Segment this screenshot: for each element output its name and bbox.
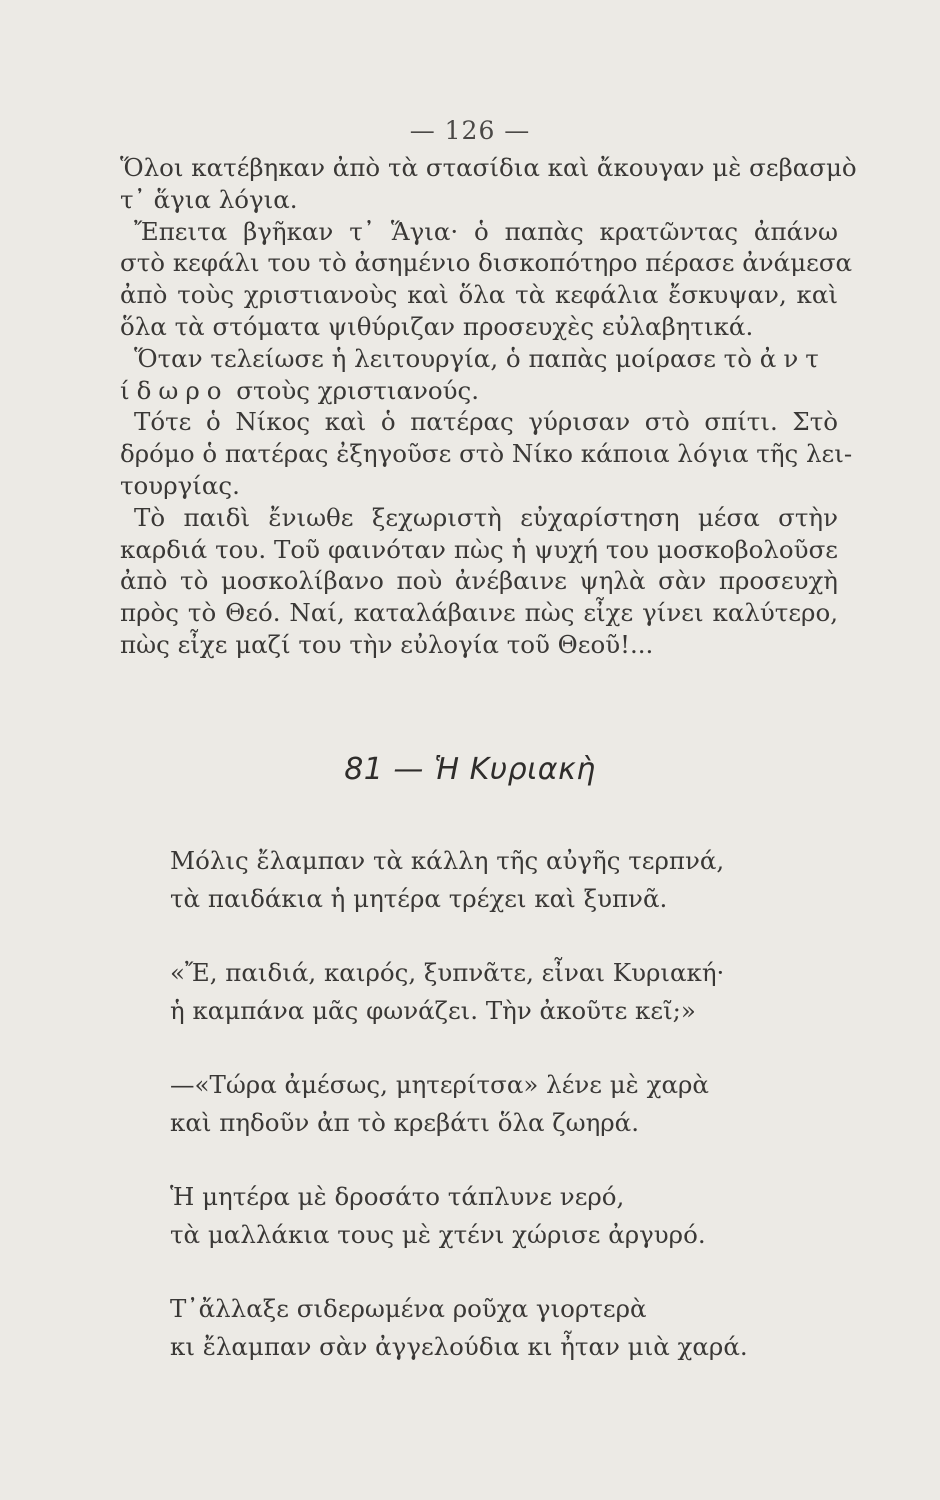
prose-line: Τὸ παιδὶ ἔνιωθε ξεχωριστὴ εὐχαρίστηση μέσα στὴν: [134, 502, 838, 532]
prose-line: πὼς εἶχε μαζί του τὴν εὐλογία τοῦ Θεοῦ!...: [120, 629, 654, 659]
poem-stanza: [170, 1066, 810, 1142]
poem-verse: Ἡ μητέρα μὲ δροσάτο τάπλυνε νερό,: [170, 1182, 625, 1211]
page-number: — 126 —: [409, 116, 531, 145]
prose-line: Ὅλοι κατέβηκαν ἀπὸ τὰ στασίδια καὶ ἄκουγαν μὲ σεβασμὸ: [120, 153, 857, 182]
poem-verse: ἡ καμπάνα μᾶς φωνάζει. Τὴν ἀκοῦτε κεῖ;»: [170, 996, 696, 1025]
prose-line: δρόμο ὁ πατέρας ἐξηγοῦσε στὸ Νίκο κάποια λόγια τῆς λει-: [120, 439, 853, 469]
spaced-word-part: ἀντ: [759, 343, 826, 373]
prose-line: ἀπὸ τὸ μοσκολίβανο ποὺ ἀνέβαινε ψηλὰ σὰν προσευχὴ: [120, 566, 838, 596]
prose-line: τουργίας.: [120, 470, 240, 500]
prose-line: τ᾿ ἅγια λόγια.: [120, 184, 298, 214]
prose-line: Τότε ὁ Νίκος καὶ ὁ πατέρας γύρισαν στὸ σπίτι. Στὸ: [134, 407, 838, 437]
prose-line: στὸ κεφάλι του τὸ ἀσημένιο δισκοπότηρο πέρασε ἀνάμεσα: [120, 248, 853, 278]
poem-verse: καὶ πηδοῦν ἀπ τὸ κρεβάτι ὅλα ζωηρά.: [170, 1108, 639, 1137]
spaced-word-part: ίδωρο: [120, 375, 229, 405]
poem-stanza: [170, 1290, 810, 1366]
poem-verse: Τ᾿ἄλλαξε σιδερωμένα ροῦχα γιορτερὰ: [170, 1294, 647, 1323]
prose-line: Ἔπειτα βγῆκαν τ᾿ Ἅγια· ὁ παπὰς κρατῶντας ἀπάνω: [134, 216, 838, 246]
prose-line: ἀπὸ τοὺς χριστιανοὺς καὶ ὅλα τὰ κεφάλια ἔσκυψαν, καὶ: [120, 280, 838, 310]
poem-verse: Μόλις ἔλαμπαν τὰ κάλλη τῆς αὐγῆς τερπνά,: [170, 846, 725, 875]
poem-verse: κι ἔλαμπαν σὰν ἀγγελούδια κι ἦταν μιὰ χαρά.: [170, 1332, 748, 1361]
prose-line: [120, 375, 838, 407]
poem-verse: τὰ παιδάκια ἡ μητέρα τρέχει καὶ ξυπνᾶ.: [170, 884, 668, 913]
poem-stanza: [170, 954, 810, 1030]
prose-block: [120, 152, 857, 661]
poem-verse: —«Τώρα ἀμέσως, μητερίτσα» λένε μὲ χαρὰ: [170, 1070, 709, 1099]
poem-verse: τὰ μαλλάκια τους μὲ χτένι χώρισε ἀργυρό.: [170, 1220, 706, 1249]
chapter-title: 81 — Ἡ Κυριακὴ: [344, 752, 596, 787]
poem: [170, 842, 810, 1402]
prose-line: ὅλα τὰ στόματα ψιθύριζαν προσευχὲς εὐλαβητικά.: [120, 311, 754, 341]
poem-verse: «Ἔ, παιδιά, καιρός, ξυπνᾶτε, εἶναι Κυριακή·: [170, 958, 725, 987]
prose-line: πρὸς τὸ Θεό. Ναί, καταλάβαινε πὼς εἶχε γίνει καλύτερο,: [120, 598, 838, 628]
prose-line-text: στοὺς χριστιανούς.: [236, 375, 480, 405]
prose-line: [120, 343, 838, 375]
poem-stanza: [170, 842, 810, 918]
prose-line-text: Ὅταν τελείωσε ἡ λειτουργία, ὁ παπὰς μοίρασε τὸ: [134, 343, 752, 373]
poem-stanza: [170, 1178, 810, 1254]
prose-line: καρδιά του. Τοῦ φαινόταν πὼς ἡ ψυχή του μοσκοβολοῦσε: [120, 534, 838, 564]
